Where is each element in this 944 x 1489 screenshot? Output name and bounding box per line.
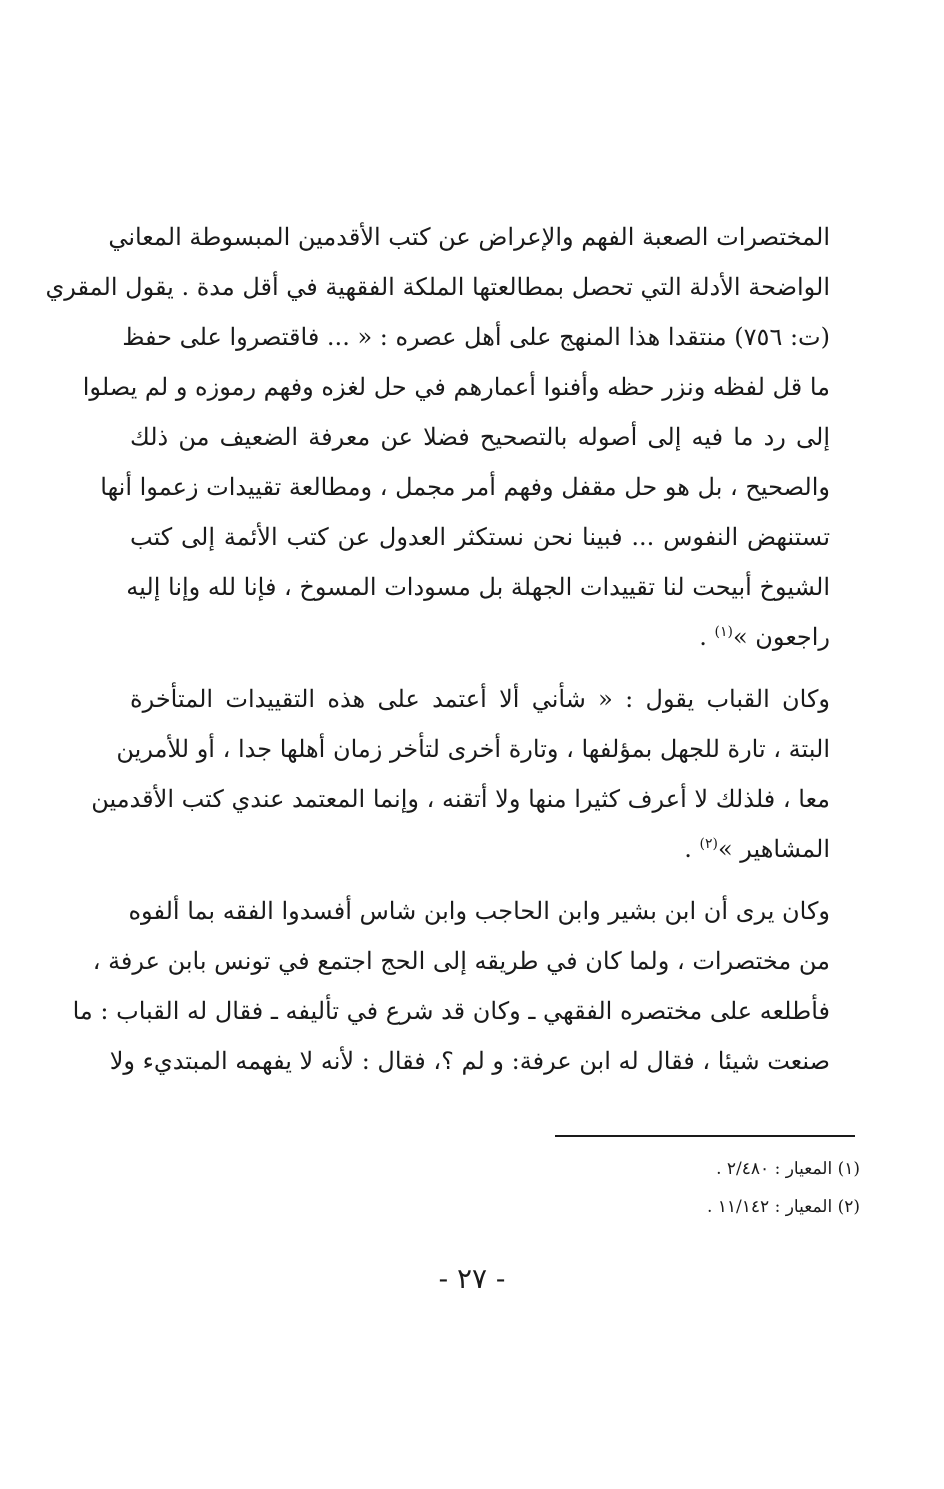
text-line: ما قل لفظه ونزر حظه وأفنوا أعمارهم في حل لغزه وفهم رموزه و لم يصلوا bbox=[82, 373, 830, 401]
page-number: - ٢٧ - bbox=[438, 1262, 506, 1295]
text-line: البتة ، تارة للجهل بمؤلفها ، وتارة أخرى لتأخر زمان أهلها جدا ، أو للأمرين bbox=[116, 735, 830, 763]
sentence-end: . bbox=[699, 623, 707, 651]
paragraph-2 bbox=[91, 674, 830, 874]
text-line-last bbox=[130, 824, 830, 874]
text-line: وكان يرى أن ابن بشير وابن الحاجب وابن شاس أفسدوا الفقه بما ألفوه bbox=[128, 897, 830, 925]
footnote-2: (٢) المعيار : ١١/١٤٢ . bbox=[706, 1197, 860, 1217]
text-line: إلى رد ما فيه إلى أصوله بالتصحيح فضلا عن معرفة الضعيف من ذلك bbox=[130, 423, 830, 451]
text-line: والصحيح ، بل هو حل مقفل وفهم أمر مجمل ، ومطالعة تقييدات زعموا أنها bbox=[100, 473, 830, 501]
text-line: معا ، فلذلك لا أعرف كثيرا منها ولا أتقنه ، وإنما المعتمد عندي كتب الأقدمين bbox=[91, 785, 830, 813]
text-line: تستنهض النفوس ... فبينا نحن نستكثر العدول عن كتب الأئمة إلى كتب bbox=[130, 523, 830, 551]
main-text bbox=[45, 212, 830, 1086]
text-line: فأطلعه على مختصره الفقهي ـ وكان قد شرع في تأليفه ـ فقال له القباب : ما bbox=[72, 997, 830, 1025]
text-line-last bbox=[130, 612, 830, 662]
paragraph-1 bbox=[45, 212, 830, 662]
text-line: المختصرات الصعبة الفهم والإعراض عن كتب الأقدمين المبسوطة المعاني bbox=[108, 223, 830, 251]
text-line: صنعت شيئا ، فقال له ابن عرفة: و لم ؟، فقال : لأنه لا يفهمه المبتديء ولا bbox=[109, 1047, 830, 1075]
footnote-divider bbox=[555, 1135, 855, 1137]
footnote-1: (١) المعيار : ٢/٤٨٠ . bbox=[716, 1159, 860, 1179]
text-line: الواضحة الأدلة التي تحصل بمطالعتها الملكة الفقهية في أقل مدة . يقول المقري bbox=[45, 273, 830, 301]
text-line: الشيوخ أبيحت لنا تقييدات الجهلة بل مسودات المسوخ ، فإنا لله وإنا إليه bbox=[126, 573, 830, 601]
footnote-ref-1[interactable]: (١) bbox=[714, 624, 733, 640]
text-line: (ت: ٧٥٦) منتقدا هذا المنهج على أهل عصره : « ... فاقتصروا على حفظ bbox=[122, 323, 830, 351]
text-line: من مختصرات ، ولما كان في طريقه إلى الحج اجتمع في تونس بابن عرفة ، bbox=[92, 947, 830, 975]
footnote-ref-2[interactable]: (٢) bbox=[699, 836, 718, 852]
closing-quote-text: المشاهير » bbox=[717, 835, 830, 863]
footnotes bbox=[430, 1150, 860, 1226]
text-line: وكان القباب يقول : « شأني ألا أعتمد على هذه التقييدات المتأخرة bbox=[130, 685, 830, 713]
paragraph-3 bbox=[72, 886, 830, 1086]
closing-quote-text: راجعون » bbox=[732, 623, 830, 651]
sentence-end: . bbox=[684, 835, 692, 863]
